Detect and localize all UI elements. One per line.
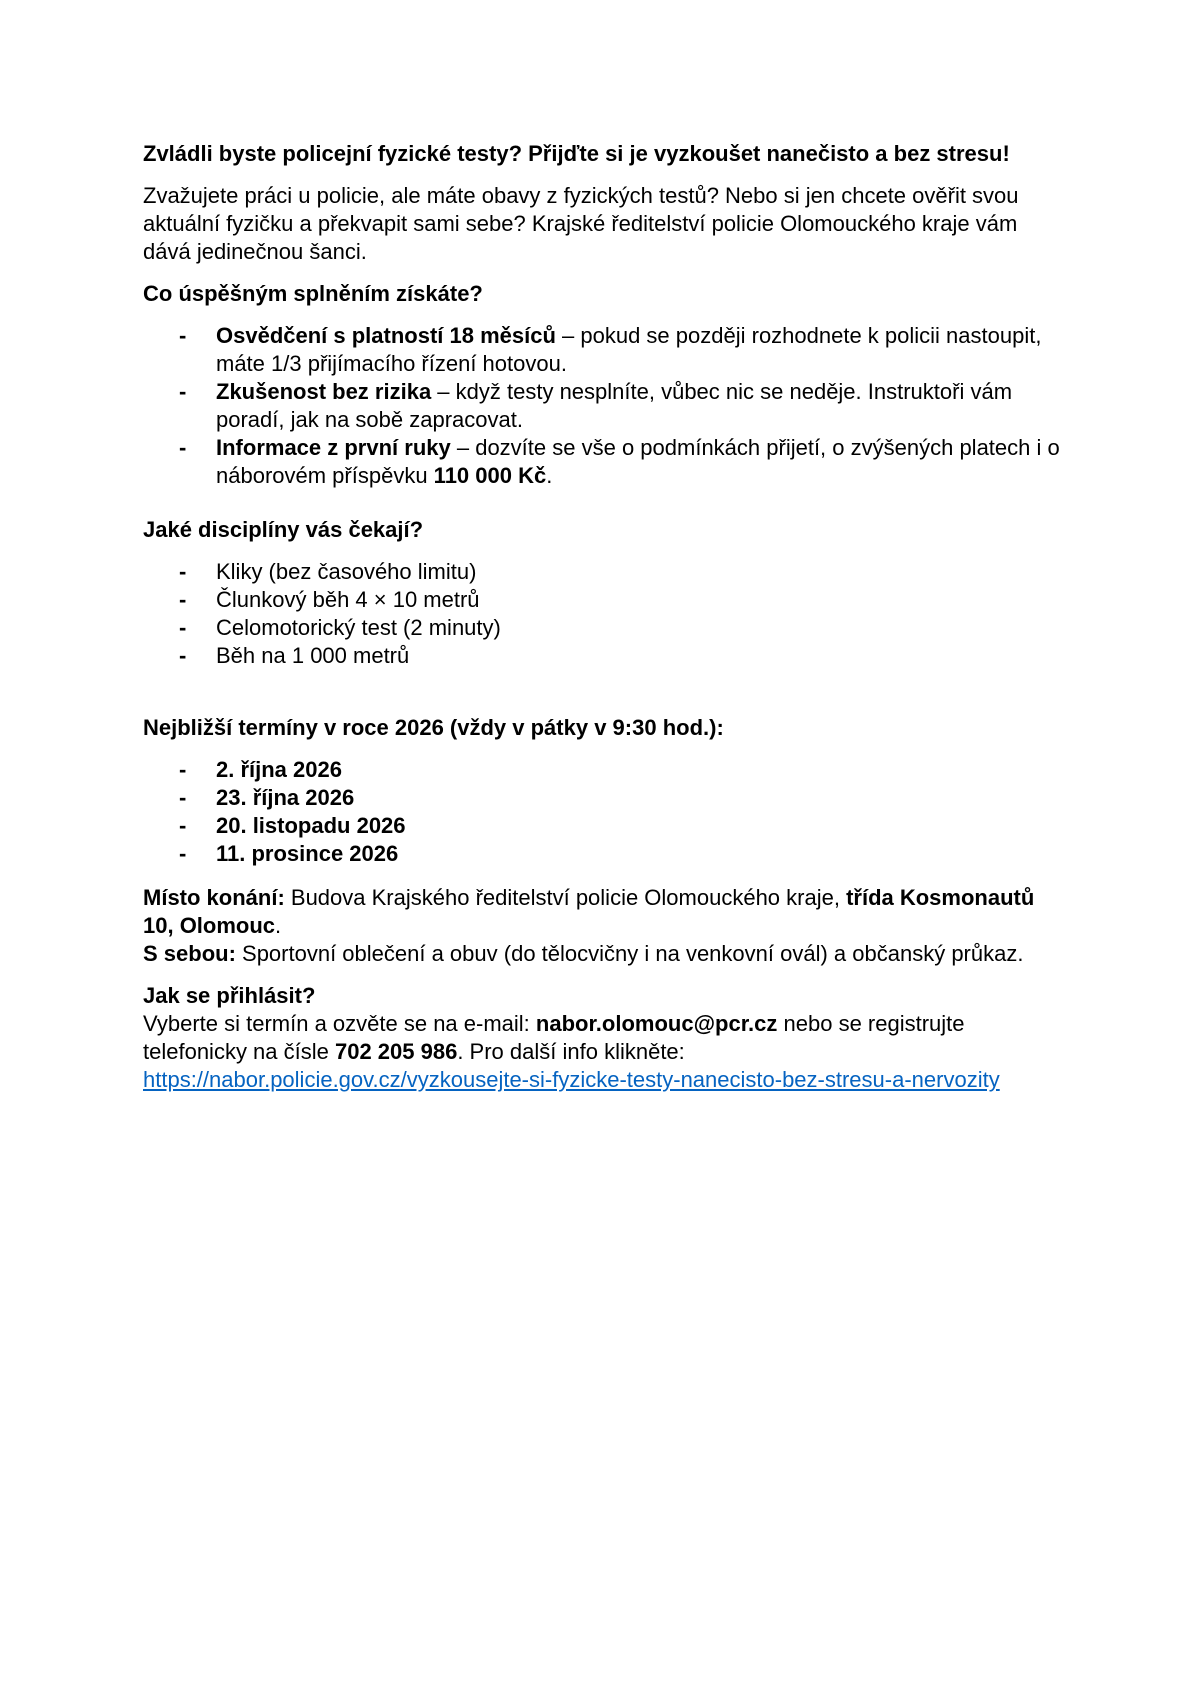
list-item [143,558,1063,586]
list-bullet: - [179,757,187,782]
benefit-text: – dozvíte se vše o podmínkách přijetí, o zvýšených platech i o náborovém příspěvku [216,435,1060,488]
dates-list [143,756,1063,868]
date-text: 20. listopadu 2026 [216,813,406,838]
list-bullet: - [179,559,187,584]
list-bullet: - [179,841,187,866]
signup-text-2: nebo se registrujte telefonicky na čísle [143,1011,965,1064]
benefit-text: – když testy nesplníte, vůbec nic se neděje. Instruktoři vám poradí, jak na sobě zapracovat. [216,379,1013,432]
benefits-list [143,322,1063,490]
benefits-heading: Co úspěšným splněním získáte? [143,281,483,306]
list-bullet: - [179,323,187,348]
benefit-title: Osvědčení s platností 18 měsíců [216,323,556,348]
benefit-title: Zkušenost bez rizika [216,379,432,404]
signup-text-3: . Pro další info klikněte: [457,1039,685,1064]
bring-label: S sebou: [143,941,236,966]
venue-label: Místo konání: [143,885,285,910]
list-bullet: - [179,379,187,404]
date-text: 2. října 2026 [216,757,342,782]
list-bullet: - [179,643,187,668]
disciplines-list [143,558,1063,670]
dates-heading: Nejbližší termíny v roce 2026 (vždy v pátky v 9:30 hod.): [143,715,724,740]
list-item [143,586,1063,614]
list-item [143,642,1063,670]
intro-paragraph: Zvažujete práci u policie, ale máte obavy z fyzických testů? Nebo si jen chcete ověřit svou aktuální fyzičku a překvapit sami sebe? Krajské ředitelství policie Olomouckého kraje vám dává jedinečnou šanci. [143,183,1019,264]
benefit-title: Informace z první ruky [216,435,451,460]
list-item [143,756,1063,784]
discipline-text: Kliky (bez časového limitu) [216,559,477,584]
list-bullet: - [179,813,187,838]
date-text: 23. října 2026 [216,785,355,810]
bring-paragraph [143,940,1063,968]
venue-end: . [275,913,282,938]
bring-text: Sportovní oblečení a obuv (do tělocvičny i na venkovní ovál) a občanský průkaz. [235,941,1024,966]
signup-heading: Jak se přihlásit? [143,983,316,1008]
signup-paragraph [143,1010,1063,1094]
disciplines-heading: Jaké disciplíny vás čekají? [143,517,424,542]
document-page [143,140,1063,1094]
list-item [143,378,1063,434]
list-bullet: - [179,435,187,460]
list-item [143,614,1063,642]
list-item [143,322,1063,378]
bonus-amount: 110 000 Kč [433,463,547,488]
document-title: Zvládli byste policejní fyzické testy? Přijďte si je vyzkoušet nanečisto a bez stresu! [143,141,1010,166]
benefit-text: – pokud se později rozhodnete k policii nastoupit, máte 1/3 přijímacího řízení hotovou. [216,323,1042,376]
signup-phone: 702 205 986 [334,1039,458,1064]
discipline-text: Celomotorický test (2 minuty) [216,615,501,640]
benefit-text-end: . [546,463,553,488]
venue-paragraph [143,884,1063,940]
discipline-text: Běh na 1 000 metrů [216,643,410,668]
list-bullet: - [179,615,187,640]
signup-email: nabor.olomouc@pcr.cz [535,1011,778,1036]
list-bullet: - [179,785,187,810]
date-text: 11. prosince 2026 [216,841,399,866]
discipline-text: Člunkový běh 4 × 10 metrů [216,587,480,612]
list-item [143,840,1063,868]
signup-text-1: Vyberte si termín a ozvěte se na e-mail: [143,1011,536,1036]
venue-text: Budova Krajského ředitelství policie Olomouckého kraje, [284,885,847,910]
list-bullet: - [179,587,187,612]
list-item [143,434,1063,490]
info-link[interactable]: https://nabor.policie.gov.cz/vyzkousejte-si-fyzicke-testy-nanecisto-bez-stresu-a-nervozity [143,1067,1000,1092]
venue-address: třída Kosmonautů 10, Olomouc [143,885,1035,938]
list-item [143,784,1063,812]
list-item [143,812,1063,840]
